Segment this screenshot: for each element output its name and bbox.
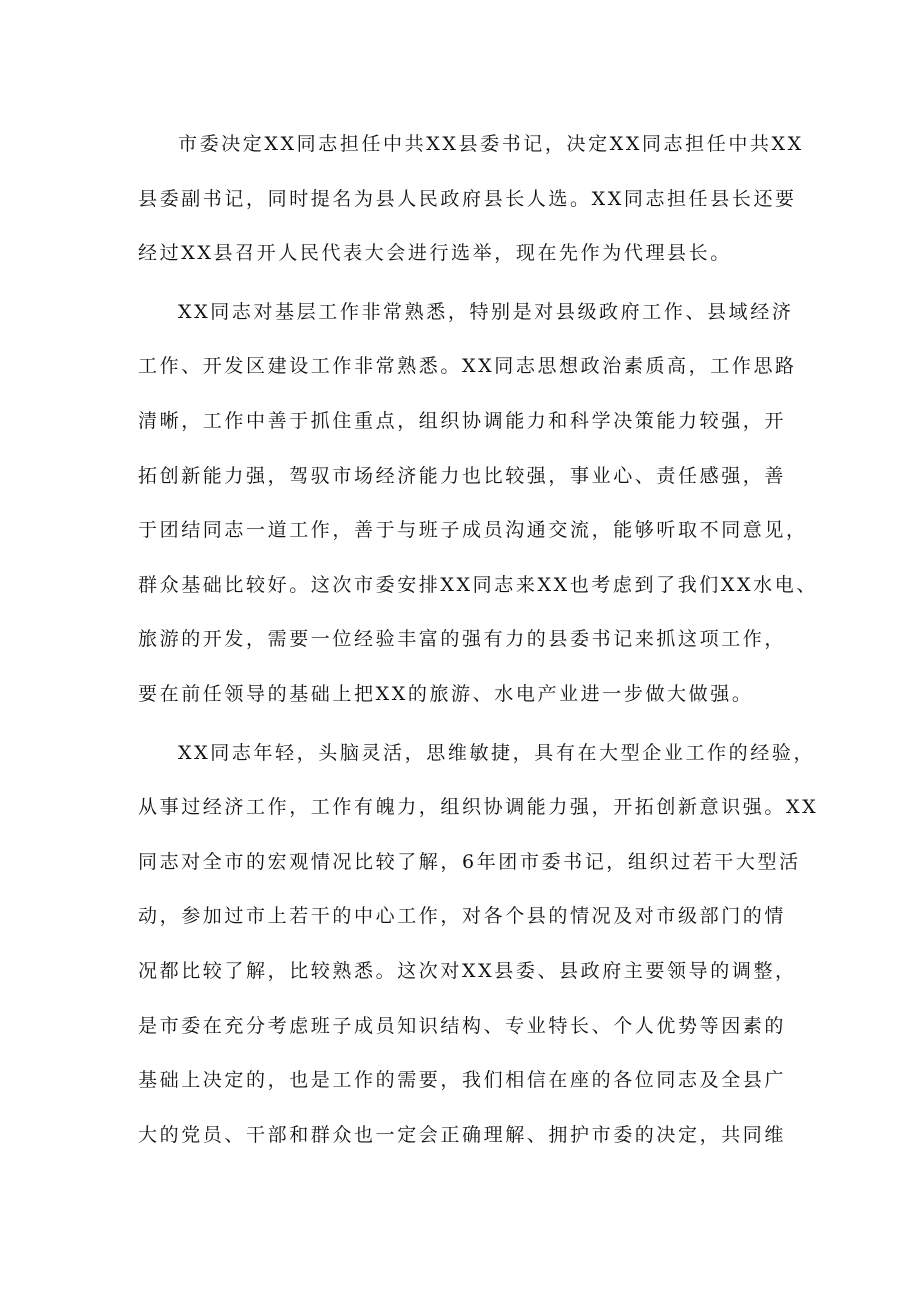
paragraph-line: XX同志对基层工作非常熟悉，特别是对县级政府工作、县域经济 [178, 300, 794, 323]
paragraph-line: 市委决定XX同志担任中共XX县委书记，决定XX同志担任中共XX [178, 133, 804, 155]
paragraph-line: 经过XX县召开人民代表大会进行选举，现在先作为代理县长。 [138, 242, 732, 265]
paragraph-line: 要在前任领导的基础上把XX的旅游、水电产业进一步做大做强。 [138, 682, 754, 705]
paragraph-1 [138, 117, 804, 281]
paragraph-line: 县委副书记，同时提名为县人民政府县长人选。XX同志担任县长还要 [138, 187, 797, 210]
paragraph-line: 于团结同志一道工作，善于与班子成员沟通交流，能够听取不同意见， [138, 519, 808, 542]
paragraph-line: 况都比较了解，比较熟悉。这次对XX县委、县政府主要领导的调整， [138, 959, 797, 982]
paragraph-line: 拓创新能力强，驾驭市场经济能力也比较强，事业心、责任感强，善 [138, 464, 787, 487]
paragraph-3 [138, 726, 819, 1163]
paragraph-line: 清晰，工作中善于抓住重点，组织协调能力和科学决策能力较强，开 [138, 409, 787, 432]
paragraph-line: 基础上决定的，也是工作的需要，我们相信在座的各位同志及全县广 [138, 1069, 787, 1092]
paragraph-line: 动，参加过市上若干的中心工作，对各个县的情况及对市级部门的情 [138, 905, 787, 928]
paragraph-line: 旅游的开发，需要一位经验丰富的强有力的县委书记来抓这项工作， [138, 628, 787, 651]
paragraph-line: XX同志年轻，头脑灵活，思维敏捷，具有在大型企业工作的经验， [178, 741, 816, 764]
paragraph-line: 从事过经济工作，工作有魄力，组织协调能力强，开拓创新意识强。XX [138, 796, 819, 819]
paragraph-2 [138, 285, 818, 722]
paragraph-line: 群众基础比较好。这次市委安排XX同志来XX也考虑到了我们XX水电、 [138, 573, 818, 596]
paragraph-line: 大的党员、干部和群众也一定会正确理解、拥护市委的决定，共同维 [138, 1123, 787, 1146]
paragraph-line: 是市委在充分考虑班子成员知识结构、专业特长、个人优势等因素的 [138, 1014, 787, 1037]
paragraph-line: 工作、开发区建设工作非常熟悉。XX同志思想政治素质高，工作思路 [138, 355, 797, 378]
paragraph-line: 同志对全市的宏观情况比较了解，6年团市委书记，组织过若干大型活 [138, 850, 801, 873]
